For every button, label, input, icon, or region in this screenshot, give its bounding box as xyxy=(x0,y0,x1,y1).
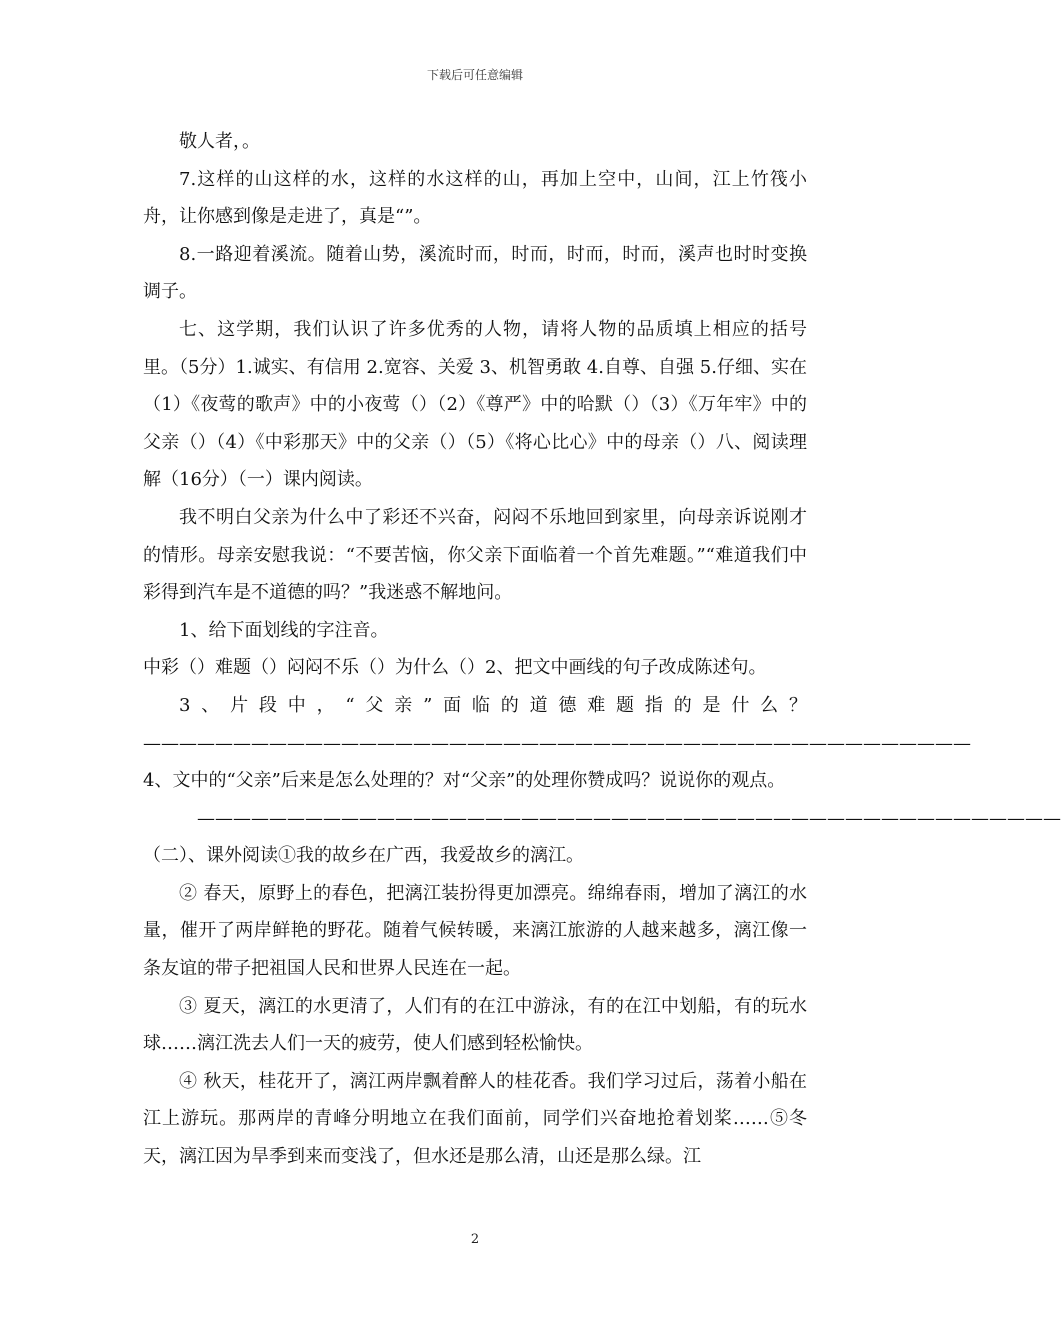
reading-question-1-items: 中彩（）难题（）闷闷不乐（）为什么（）2、把文中画线的句子改成陈述句。 xyxy=(143,657,767,679)
paragraph-respect: 敬人者，。 xyxy=(179,131,260,152)
question-8: 8.一路迎着溪流。随着山势，溪流时而，时而，时而，时而，溪声也时时变换调子。 xyxy=(143,243,807,303)
answer-line-and-extracurricular-reading: ————————————————————————————————————————————————（二）、课外阅读①我的故乡在广西，我爱故乡的漓江。 xyxy=(143,807,1061,867)
reading-passage-lottery: 我不明白父亲为什么中了彩还不兴奋，闷闷不乐地回到家里，向母亲诉说刚才的情形。母亲安慰我说：“不要苦恼，你父亲下面临着一个首先难题。”“难道我们中彩得到汽车是不道德的吗？”我迷惑不解地问。 xyxy=(143,506,807,604)
reading-question-3-4: 3、片段中，“父亲”面临的道德难题指的是什么？——————————————————————————————————————————————4、文中的“父亲”后来是怎么处理的？对“父亲”的处理你赞成吗？说说你的观点。 xyxy=(143,694,971,792)
page-header: 下载后可任意编辑 xyxy=(426,68,523,82)
reading-question-1: 1、给下面划线的字注音。 xyxy=(179,619,389,641)
page-number: 2 xyxy=(470,1232,480,1247)
section-7-character-qualities: 七、这学期，我们认识了许多优秀的人物，请将人物的品质填上相应的括号里。（5分）1.诚实、有信用 2.宽容、关爱 3、机智勇敢 4.自尊、自强 5.仔细、实在（1）《夜莺的歌声》中的小夜莺（）（2）《尊严》中的哈默（）（3）《万年牢》中的父亲（）（4）《中彩那天》中的父亲（）（5）《将心比心》中的母亲（）八、阅读理解（16分）（一）课内阅读。 xyxy=(143,318,807,491)
document-body xyxy=(143,123,1061,1176)
question-7: 7.这样的山这样的水，这样的水这样的山，再加上空中，山间，江上竹筏小舟，让你感到像是走进了，真是“”。 xyxy=(143,168,807,228)
passage-spring: ② 春天，原野上的春色，把漓江装扮得更加漂亮。绵绵春雨，增加了漓江的水量，催开了两岸鲜艳的野花。随着气候转暖，来漓江旅游的人越来越多，漓江像一条友谊的带子把祖国人民和世界人民连在一起。 xyxy=(143,882,807,980)
passage-summer: ③ 夏天，漓江的水更清了，人们有的在江中游泳，有的在江中划船，有的玩水球……漓江洗去人们一天的疲劳，使人们感到轻松愉快。 xyxy=(143,995,807,1055)
passage-autumn-winter: ④ 秋天，桂花开了，漓江两岸飘着醉人的桂花香。我们学习过后，荡着小船在江上游玩。那两岸的青峰分明地立在我们面前，同学们兴奋地抢着划桨……⑤冬天，漓江因为旱季到来而变浅了，但水还是那么清，山还是那么绿。江 xyxy=(143,1070,807,1168)
